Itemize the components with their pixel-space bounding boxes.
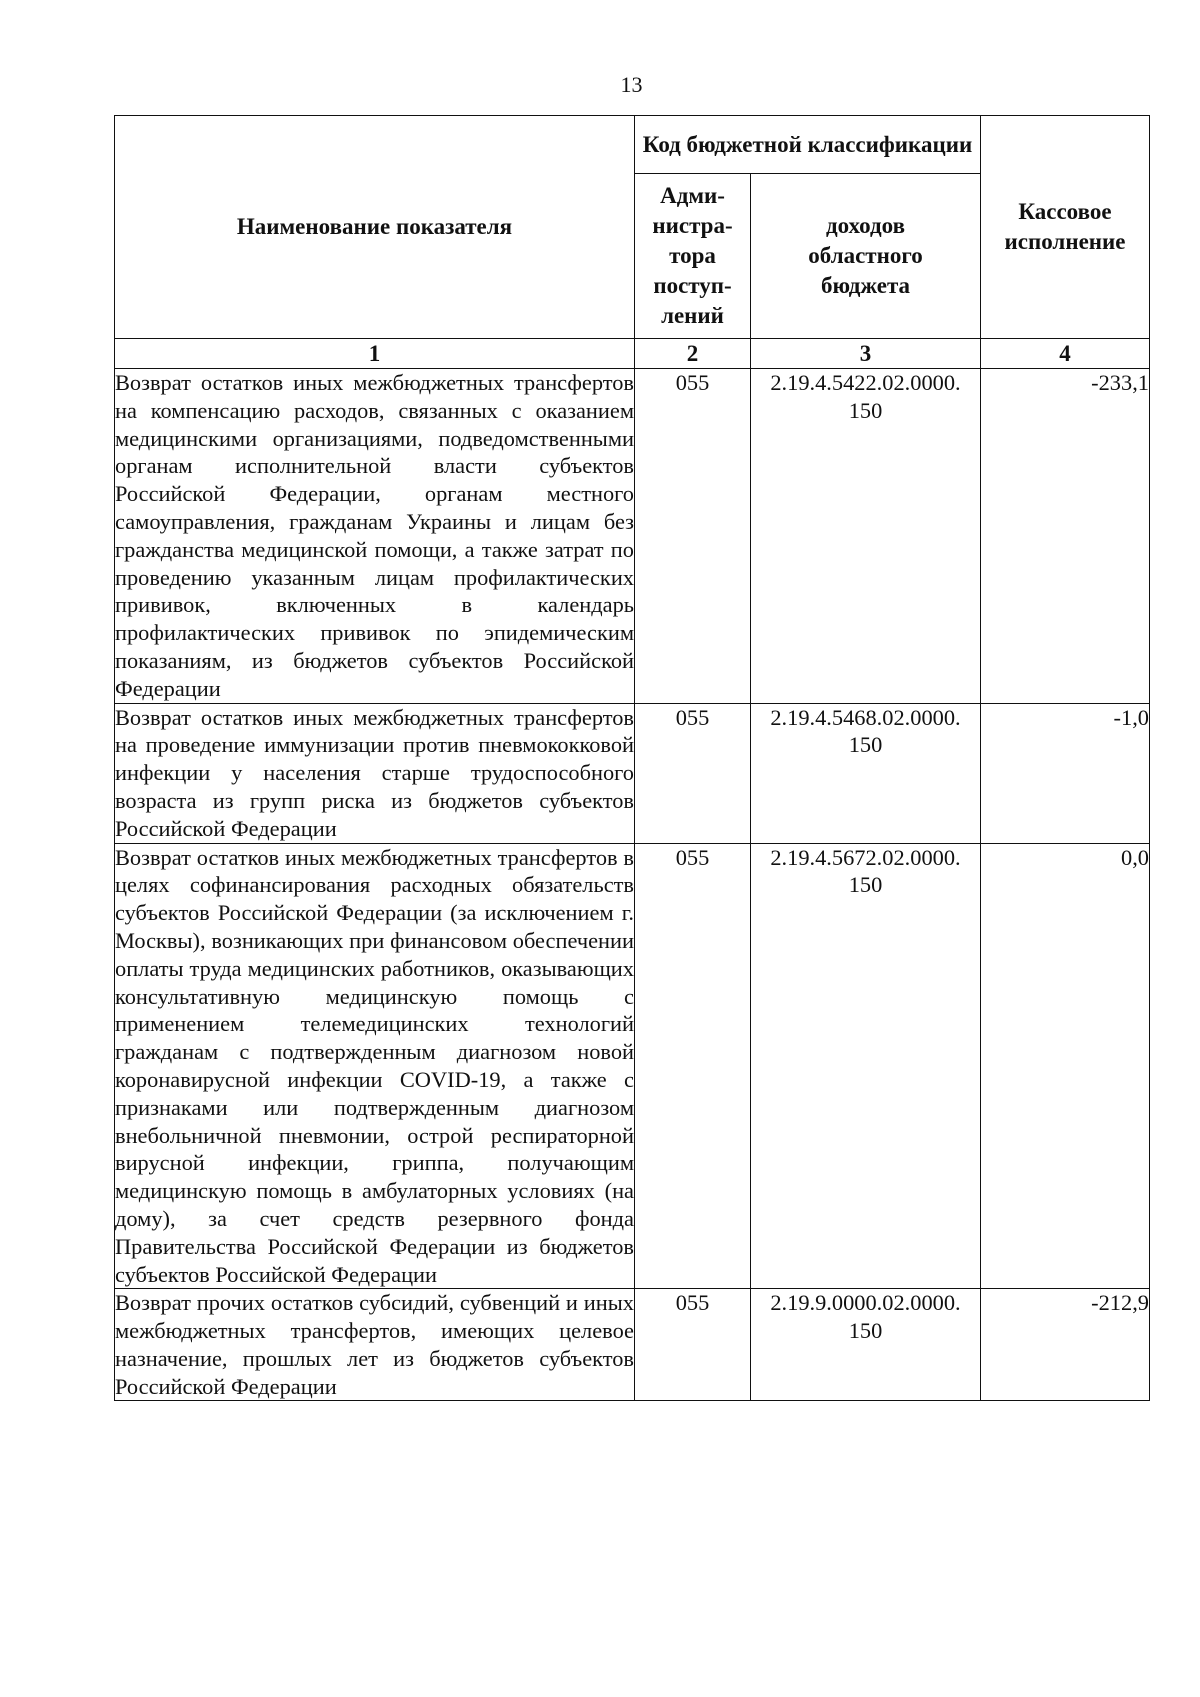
row-budget-code xyxy=(751,369,981,704)
column-number-3: 3 xyxy=(751,339,981,369)
budget-code-line-2: 150 xyxy=(848,397,883,423)
budget-code-line-2: 150 xyxy=(848,732,883,758)
header-execution: Кассовое исполнение xyxy=(981,116,1150,339)
header-income: доходов областного бюджета xyxy=(751,174,981,339)
row-amount: 0,0 xyxy=(981,843,1150,1289)
row-budget-code xyxy=(751,703,981,843)
column-number-2: 2 xyxy=(635,339,751,369)
row-admin-code: 055 xyxy=(635,843,751,1289)
budget-table xyxy=(114,115,1150,1401)
column-number-4: 4 xyxy=(981,339,1150,369)
row-name: Возврат остатков иных межбюджетных трансфертов на проведение иммунизации против пневмококковой инфекции у населения старше трудоспособного возраста из групп риска из бюджетов субъектов Российской Федерации xyxy=(115,703,635,843)
table-row xyxy=(115,843,1150,1289)
budget-code-line-2: 150 xyxy=(848,1318,883,1344)
row-name: Возврат прочих остатков субсидий, субвенций и иных межбюджетных трансфертов, имеющих целевое назначение, прошлых лет из бюджетов субъектов Российской Федерации xyxy=(115,1289,635,1401)
row-admin-code: 055 xyxy=(635,1289,751,1401)
table-row xyxy=(115,369,1150,704)
row-name: Возврат остатков иных межбюджетных трансфертов в целях софинансирования расходных обязательств субъектов Российской Федерации (за исключением г. Москвы), возникающих при финансовом обеспечении оплаты труда медицинских работников, оказывающих консультативную медицинскую помощь с применением телемедицинских технологий гражданам с подтвержденным диагнозом новой коронавирусной инфекции COVID-19, а также с признаками или подтвержденным диагнозом внебольничной пневмонии, острой респираторной вирусной инфекции, гриппа, получающим медицинскую помощь в амбулаторных условиях (на дому), за счет средств резервного фонда Правительства Российской Федерации из бюджетов субъектов Российской Федерации xyxy=(115,843,635,1289)
table-row xyxy=(115,703,1150,843)
budget-code-line-1: 2.19.4.5468.02.0000. xyxy=(770,704,961,730)
page-number: 13 xyxy=(620,72,643,97)
table-row xyxy=(115,1289,1150,1401)
row-amount: -212,9 xyxy=(981,1289,1150,1401)
row-amount: -233,1 xyxy=(981,369,1150,704)
header-code-group: Код бюджетной классификации xyxy=(635,116,981,174)
column-number-1: 1 xyxy=(115,339,635,369)
budget-code-line-2: 150 xyxy=(848,872,883,898)
header-name: Наименование показателя xyxy=(115,116,635,339)
row-budget-code xyxy=(751,843,981,1289)
row-amount: -1,0 xyxy=(981,703,1150,843)
row-admin-code: 055 xyxy=(635,369,751,704)
row-budget-code xyxy=(751,1289,981,1401)
header-admin: Адми- нистра- тора поступ- лений xyxy=(635,174,751,339)
budget-code-line-1: 2.19.4.5672.02.0000. xyxy=(770,844,961,870)
row-admin-code: 055 xyxy=(635,703,751,843)
budget-code-line-1: 2.19.9.0000.02.0000. xyxy=(770,1290,961,1316)
budget-code-line-1: 2.19.4.5422.02.0000. xyxy=(770,370,961,395)
row-name: Возврат остатков иных межбюджетных трансфертов на компенсацию расходов, связанных с оказанием медицинскими организациями, подведомственными органам исполнительной власти субъектов Российской Федерации, органам местного самоуправления, гражданам Украины и лицам без гражданства медицинской помощи, а также затрат по проведению указанным лицам профилактических прививок, включенных в календарь профилактических прививок по эпидемическим показаниям, из бюджетов субъектов Российской Федерации xyxy=(115,369,635,704)
